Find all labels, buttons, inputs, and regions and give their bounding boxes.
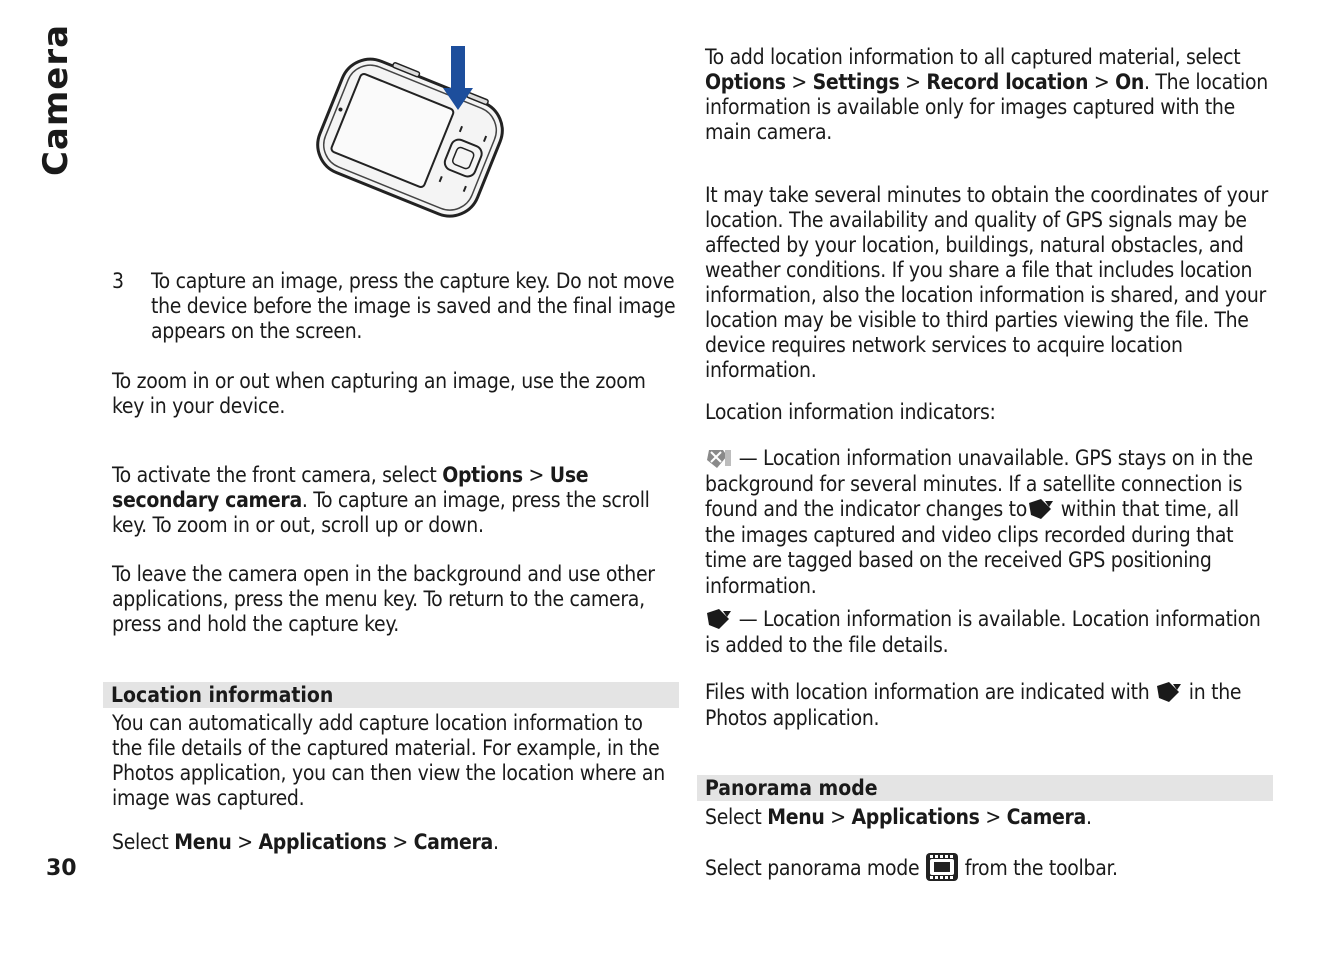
sep: > [231,830,259,854]
sep: > [522,463,550,487]
sep: > [1088,70,1116,94]
select-pre: Select [112,830,175,854]
front-camera-paragraph [112,463,678,538]
leave-paragraph [112,562,678,637]
sep: > [785,70,813,94]
phone-illustration [305,38,520,243]
add-pre: To add location information to all captured material, select [705,45,1241,69]
select-post: . [492,830,499,854]
gps-paragraph [705,183,1271,383]
location-available-icon [1027,497,1055,521]
files-text-b: in the Photos application. [705,680,1242,730]
indicator-available-text: — Location information is available. Location information is added to the file details. [705,607,1261,657]
applications-label: Applications [258,830,387,854]
step-text: To capture an image, press the capture key. Do not move the device before the image is saved and the final image appears on the screen. [151,269,676,343]
indicator-unavailable-text-b: within that time, all the images captured and video clips recorded during that time are tagged based on the received GPS positioning information. [705,497,1239,598]
front-pre: To activate the front camera, select [112,463,443,487]
sep: > [899,70,927,94]
sep: > [386,830,414,854]
on-label: On [1115,70,1145,94]
options-label: Options [705,70,786,94]
record-location-label: Record location [926,70,1089,94]
add-location-paragraph [705,45,1271,145]
zoom-text: To zoom in or out when capturing an image, use the zoom key in your device. [112,369,646,418]
front-post: . To capture an image, press the scroll key. To zoom in or out, scroll up or down. [112,488,650,537]
indicator-unavailable-text-a: — Location information unavailable. GPS stays on in the background for several minutes. If a satellite connection is found and the indicator changes to [705,446,1253,521]
location-available-icon [1155,680,1183,704]
indicators-label [705,400,1271,425]
select-pre: Select [705,805,768,829]
camera-label: Camera [1006,805,1086,829]
files-paragraph [705,679,1271,731]
right-select-path [705,805,1271,830]
location-heading: Location information [103,682,679,708]
chapter-title [36,23,76,177]
camera-label: Camera [413,830,493,854]
location-unavailable-icon [705,446,733,470]
menu-label: Menu [174,830,232,854]
gps-text: It may take several minutes to obtain the coordinates of your location. The availability and quality of GPS signals may be affected by your location, buildings, natural obstacles, and weather conditions. If you share a file that includes location information, also the location information is shared, and your location may be visible to third parties viewing the file. The device requires network services to acquire location information. [705,183,1268,382]
applications-label: Applications [851,805,980,829]
panorama-heading: Panorama mode [697,775,1273,801]
page-number: 30 [46,856,77,881]
use-secondary-camera-label: Use secondary camera [112,463,589,512]
sep: > [979,805,1007,829]
location-text: You can automatically add capture location information to the file details of the captured material. For example, in the Photos application, you can then view the location where an image was captured. [112,711,665,810]
indicator-unavailable [705,446,1271,599]
leave-text: To leave the camera open in the background and use other applications, press the menu key. To return to the camera, press and hold the capture key. [112,562,655,636]
step-number: 3 [112,269,124,293]
settings-label: Settings [812,70,900,94]
sep: > [824,805,852,829]
indicators-text: Location information indicators: [705,400,996,424]
select-post: . [1085,805,1092,829]
menu-label: Menu [767,805,825,829]
panorama-text-a: Select panorama mode [705,856,926,880]
zoom-paragraph [112,369,678,419]
options-label: Options [442,463,523,487]
step-3 [112,269,678,344]
panorama-text-b: from the toolbar. [959,856,1118,880]
left-select-path [112,830,678,855]
panorama-paragraph [705,852,1271,884]
chapter-title-text: Camera [36,23,76,177]
location-available-icon [705,607,733,631]
indicator-available [705,606,1271,658]
files-text-a: Files with location information are indicated with [705,680,1156,704]
add-post: . The location information is available only for images captured with the main camera. [705,70,1268,144]
panorama-mode-icon [925,852,959,882]
location-paragraph [112,711,678,811]
